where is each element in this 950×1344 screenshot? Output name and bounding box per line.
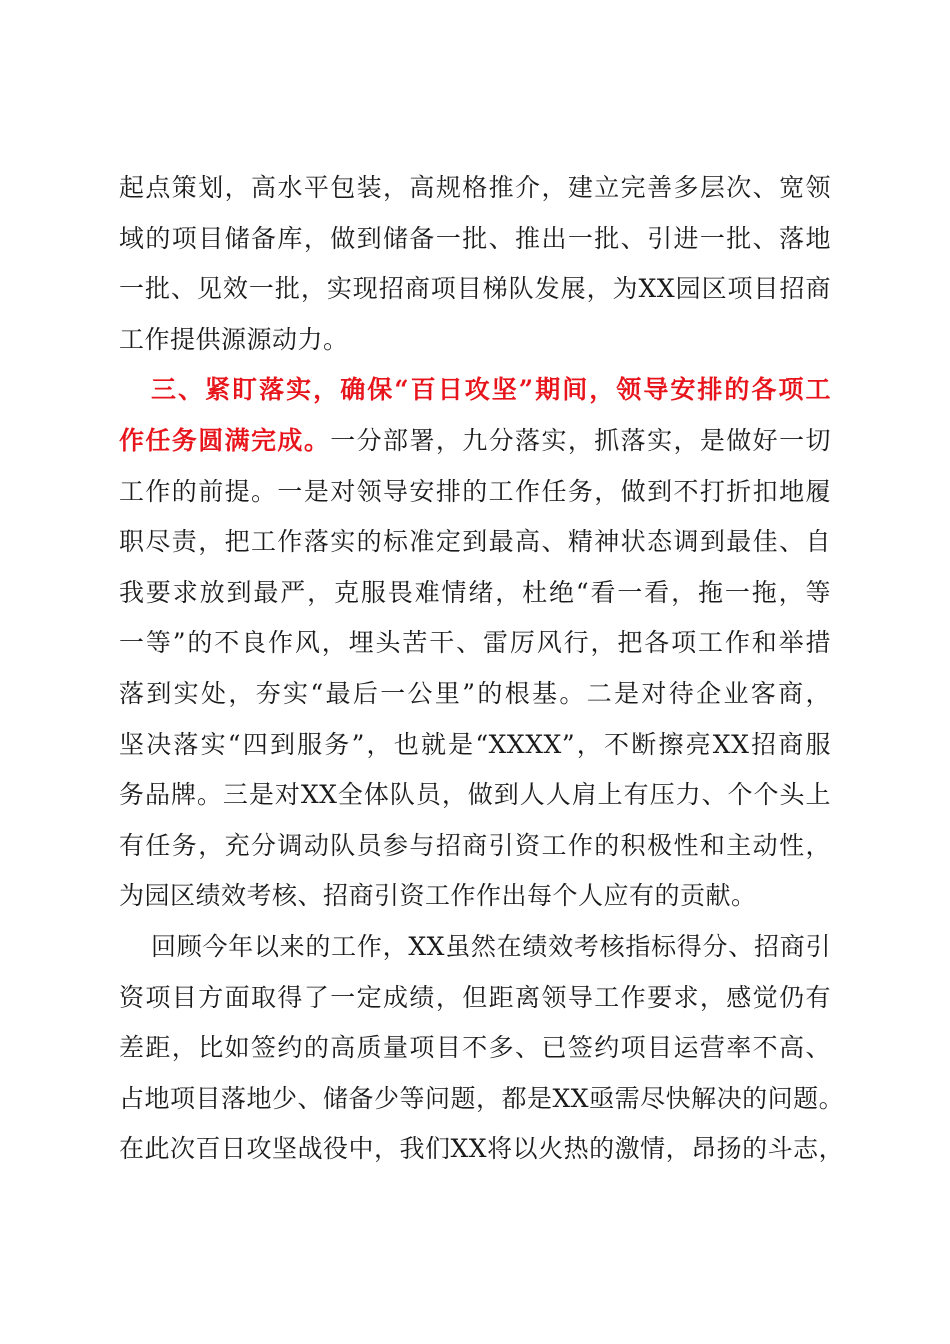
section-heading-end: 作任务圆满完成。 (119, 425, 331, 455)
paragraph-line (119, 416, 831, 467)
paragraph-line: 回顾今年以来的工作，XX虽然在绩效考核指标得分、招商引 (151, 931, 831, 961)
paragraph-line: 职尽责，把工作落实的标准定到最高、精神状态调到最佳、自 (119, 527, 831, 557)
paragraph-line: 有任务，充分调动队员参与招商引资工作的积极性和主动性， (119, 830, 831, 860)
document-body (119, 163, 845, 1175)
paragraph-line: 坚决落实“四到服务”，也就是“XXXX”，不断擦亮XX招商服 (119, 729, 831, 759)
paragraph-text: 一分部署，九分落实，抓落实，是做好一切 (330, 425, 831, 455)
paragraph-line: 为园区绩效考核、招商引资工作作出每个人应有的贡献。 (119, 881, 757, 911)
paragraph-line: 我要求放到最严，克服畏难情绪，杜绝“看一看，拖一拖，等 (119, 577, 831, 607)
paragraph-line: 在此次百日攻坚战役中，我们XX将以火热的激情，昂扬的斗志， (119, 1134, 845, 1164)
paragraph-line: 落到实处，夯实“最后一公里”的根基。二是对待企业客商， (119, 678, 831, 708)
paragraph-line: 务品牌。三是对XX全体队员，做到人人肩上有压力、个个头上 (119, 780, 831, 810)
paragraph-line: 一批、见效一批，实现招商项目梯队发展，为XX园区项目招商 (119, 274, 831, 304)
paragraph-line: 差距，比如签约的高质量项目不多、已签约项目运营率不高、 (119, 1033, 831, 1063)
paragraph-line: 占地项目落地少、储备少等问题，都是XX亟需尽快解决的问题。 (119, 1083, 845, 1113)
paragraph-line: 工作的前提。一是对领导安排的工作任务，做到不打折扣地履 (119, 476, 831, 506)
paragraph-line: 工作提供源源动力。 (119, 324, 349, 354)
paragraph-line: 起点策划，高水平包装，高规格推介，建立完善多层次、宽领 (119, 173, 831, 202)
paragraph-line: 资项目方面取得了一定成绩，但距离领导工作要求，感觉仍有 (119, 982, 831, 1012)
paragraph-line: 域的项目储备库，做到储备一批、推出一批、引进一批、落地 (119, 223, 831, 253)
section-heading: 三、紧盯落实，确保“百日攻坚”期间，领导安排的各项工 (151, 375, 831, 405)
section-heading-line (119, 365, 831, 416)
paragraph-line: 一等”的不良作风，埋头苦干、雷厉风行，把各项工作和举措 (119, 628, 831, 658)
